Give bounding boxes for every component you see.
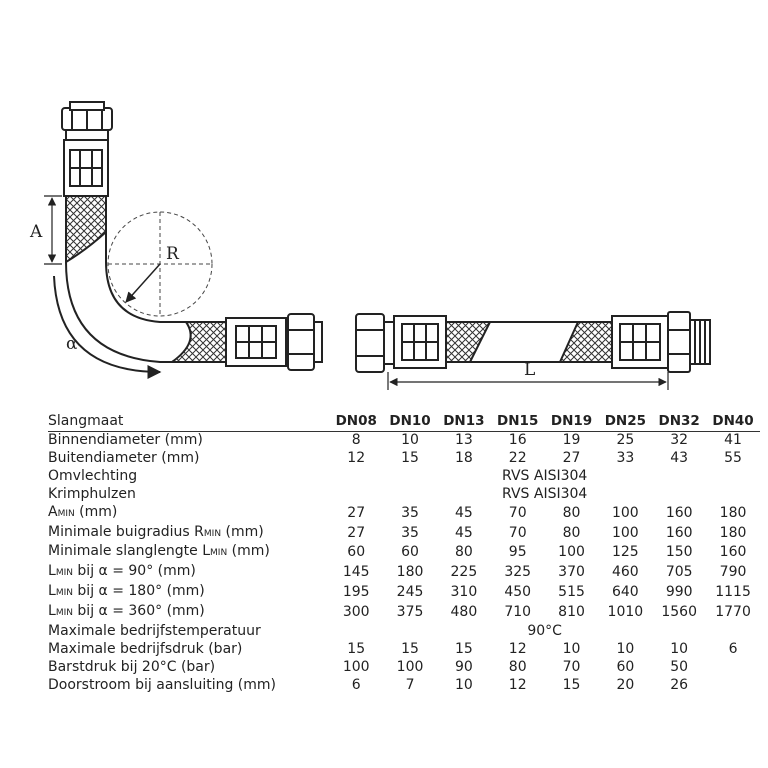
table-cell: 710 [504,604,532,621]
table-row [48,468,760,486]
table-cell: 1560 [661,604,697,621]
row-label: Barstdruk bij 20°C (bar) [48,658,216,675]
table-cell: 225 [450,564,478,581]
table-cell: 375 [396,604,424,621]
table-cell: 90°C [527,623,562,640]
row-label: LMIN bij α = 90° (mm) [48,563,196,580]
table-cell: 70 [562,658,581,675]
column-header: DN08 [329,413,383,432]
column-header: DN13 [437,413,491,432]
column-header: DN10 [383,413,437,432]
table-row [48,543,760,563]
table-cell: 790 [719,564,747,581]
row-label: Binnendiameter (mm) [48,432,203,448]
table-cell: 32 [670,432,689,448]
table-cell: 95 [508,544,527,561]
column-header: DN25 [598,413,652,432]
table-cell: 10 [401,432,419,448]
table-cell: 15 [454,640,473,657]
column-header: DN32 [652,413,706,432]
table-row [48,504,760,524]
table-cell: 25 [616,432,635,448]
dimension-a [44,196,62,264]
table-cell: 15 [347,640,366,657]
table-row [48,524,760,544]
table-cell: 80 [562,504,581,521]
table-row [48,623,760,641]
table-cell: 6 [351,676,361,693]
table-cell: 100 [396,658,424,675]
row-label: Krimphulzen [48,485,136,502]
table-cell: 10 [562,640,581,657]
row-label: Maximale bedrijfstemperatuur [48,623,261,640]
table-cell: 195 [342,584,370,601]
bent-hose [62,102,322,370]
table-cell: RVS AISI304 [501,467,588,484]
table-cell: 27 [347,504,366,521]
table-cell: 26 [670,676,689,693]
table-cell: 705 [665,564,693,581]
table-cell: 35 [401,504,419,521]
table-cell: 990 [665,584,693,601]
table-header-row [48,413,760,432]
row-label: Buitendiameter (mm) [48,449,200,466]
table-cell: 640 [611,584,639,601]
table-cell: 325 [504,564,532,581]
table-cell: 90 [454,658,473,675]
header-label: Slangmaat [48,413,329,432]
table-cell: 12 [347,449,366,466]
table-cell: 300 [342,604,370,621]
row-label: AMIN (mm) [48,503,118,520]
table-cell: 100 [558,544,585,561]
table-cell: 100 [342,658,370,675]
row-label: Doorstroom bij aansluiting (mm) [48,676,276,693]
table-cell: 370 [558,564,585,581]
table-row [48,603,760,623]
table-cell: 18 [454,449,473,466]
table-cell: 160 [665,524,693,541]
table-row [48,432,760,450]
table-cell: 100 [611,524,639,541]
table-cell: 70 [508,504,527,521]
table-cell: 15 [562,676,581,693]
table-cell: 245 [396,584,424,601]
table-row [48,659,760,677]
table-cell: 1770 [715,604,751,621]
table-cell: 20 [616,676,635,693]
table-cell: 15 [401,640,419,657]
table-cell: 43 [670,449,689,466]
table-row [48,641,760,659]
table-cell [706,659,760,677]
table-cell: 150 [665,544,693,561]
table-cell: 50 [670,658,689,675]
table-cell: 80 [562,524,581,541]
row-label: LMIN bij α = 180° (mm) [48,583,205,600]
label-alpha: α [66,334,78,354]
table-cell: 13 [454,432,473,448]
table-cell: 80 [508,658,527,675]
table-cell: RVS AISI304 [501,485,588,502]
table-cell: 45 [454,524,473,541]
column-header: DN40 [706,413,760,432]
table-cell: 12 [508,640,527,657]
table-body [48,432,760,695]
table-row [48,583,760,603]
table-cell: 41 [724,432,742,448]
table-cell: 480 [450,604,478,621]
table-cell: 8 [351,432,361,448]
table-cell: 70 [508,524,527,541]
table-cell [706,677,760,695]
table-cell: 460 [611,564,639,581]
table-cell: 33 [616,449,635,466]
table-cell: 15 [401,449,419,466]
table-cell: 35 [401,524,419,541]
table-cell: 60 [616,658,635,675]
table-cell: 1010 [607,604,644,621]
table-cell: 16 [508,432,527,448]
table-cell: 125 [611,544,639,561]
table-row [48,450,760,468]
table-cell: 180 [719,504,747,521]
table-cell: 12 [508,676,527,693]
angle-arrow [54,276,160,372]
column-header: DN19 [545,413,599,432]
table-cell: 100 [611,504,639,521]
table-cell: 19 [562,432,581,448]
table-row [48,563,760,583]
table-cell: 145 [342,564,370,581]
table-cell: 45 [454,504,473,521]
specification-table [48,413,760,695]
bend-radius-guide [108,212,212,316]
table-cell: 55 [724,449,742,466]
label-l: L [524,360,536,380]
table-cell: 310 [450,584,478,601]
table-cell: 450 [504,584,532,601]
table-cell: 27 [562,449,581,466]
row-label: Minimale slanglengte LMIN (mm) [48,543,270,560]
table-cell: 60 [347,544,366,561]
table-cell: 10 [454,676,473,693]
table-cell: 10 [616,640,635,657]
table-cell: 22 [508,449,527,466]
label-r: R [166,244,179,264]
table-cell: 7 [405,676,415,693]
table-cell: 810 [558,604,585,621]
table-cell: 60 [401,544,419,561]
table-cell: 27 [347,524,366,541]
column-header: DN15 [491,413,545,432]
label-a: A [30,222,43,242]
table-cell: 160 [665,504,693,521]
table-cell: 10 [670,640,689,657]
row-label: Maximale bedrijfsdruk (bar) [48,640,243,657]
table-cell: 515 [558,584,585,601]
table-cell: 180 [396,564,424,581]
row-label: LMIN bij α = 360° (mm) [48,603,205,620]
row-label: Minimale buigradius RMIN (mm) [48,523,264,540]
row-label: Omvlechting [48,467,138,484]
table-row [48,677,760,695]
table-cell: 160 [719,544,747,561]
table-cell: 6 [728,640,738,657]
table-cell: 1115 [715,584,751,601]
table-row [48,486,760,504]
table-cell: 180 [719,524,747,541]
table-cell: 80 [454,544,473,561]
